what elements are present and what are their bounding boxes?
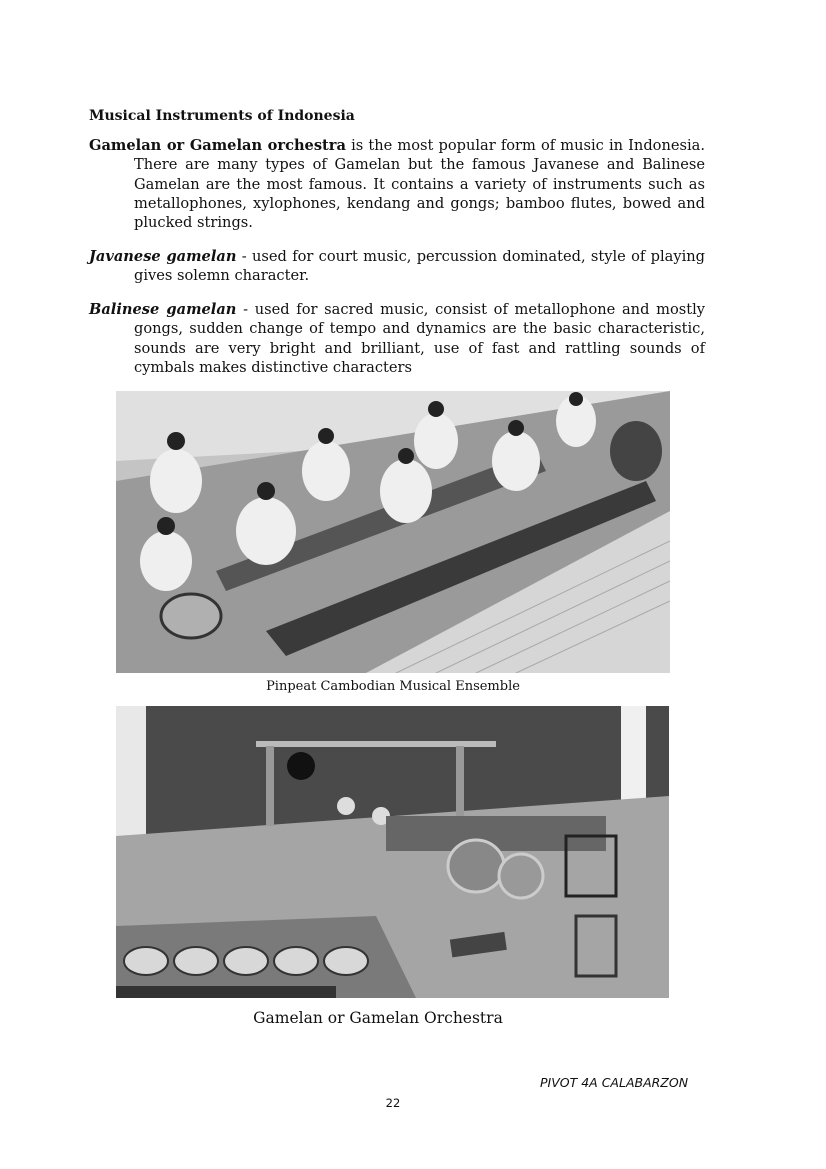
footer-label: PIVOT 4A CALABARZON — [540, 1075, 689, 1090]
term-javanese: Javanese gamelan — [89, 248, 237, 265]
page-number: 22 — [385, 1096, 401, 1110]
term-gamelan: Gamelan or Gamelan orchestra — [89, 137, 346, 154]
paragraph-javanese — [89, 247, 705, 286]
gamelan-orchestra-photo — [116, 706, 669, 998]
figure-caption-gamelan: Gamelan or Gamelan Orchestra — [253, 1009, 503, 1027]
term-balinese: Balinese gamelan — [89, 301, 237, 318]
paragraph-gamelan — [89, 136, 705, 232]
paragraph-text: - used for sacred music, consist of metallophone and mostly gongs, sudden change of tempo and dynamics are the basic characteristic, sounds are very bright and brilliant, use of fast and rattling sounds of cymbals makes distinctive characters — [134, 301, 705, 376]
paragraph-text: is the most popular form of music in Indonesia. There are many types of Gamelan but the famous Javanese and Balinese Gamelan are the most famous. It contains a variety of instruments such as metallophones, xylophones, kendang and gongs; bamboo flutes, bowed and plucked strings. — [134, 137, 705, 232]
paragraph-text: - used for court music, percussion dominated, style of playing gives solemn character. — [134, 248, 705, 285]
figure-caption-pinpeat: Pinpeat Cambodian Musical Ensemble — [266, 679, 520, 694]
paragraph-balinese — [89, 300, 705, 377]
section-heading: Musical Instruments of Indonesia — [89, 108, 355, 124]
pinpeat-ensemble-photo — [116, 391, 670, 673]
